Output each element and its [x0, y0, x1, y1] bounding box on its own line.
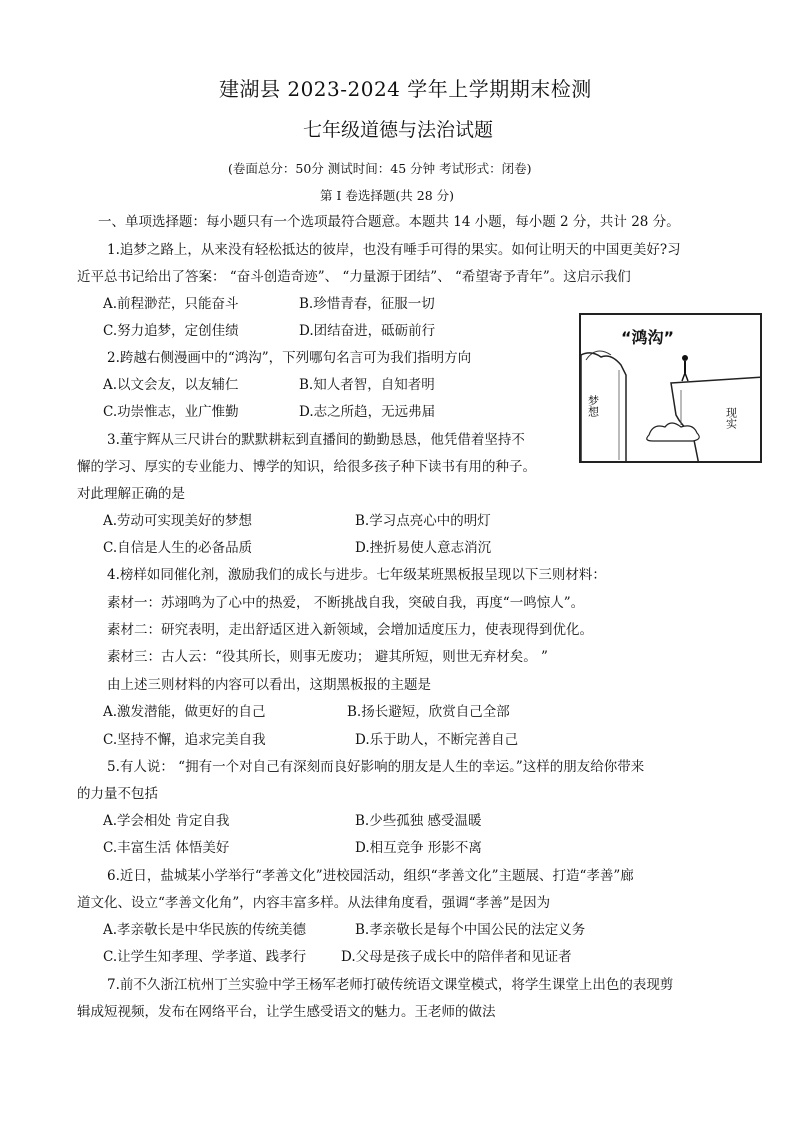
q3-stem-line3: 对此理解正确的是: [77, 486, 185, 502]
q3-stem-line1: 3.董宇辉从三尺讲台的默默耕耘到直播间的勤勤恳恳，他凭借着坚持不: [107, 432, 525, 448]
q5-option-b: B.少些孤独 感受温暖: [355, 813, 482, 829]
q2-option-a: A.以文会友，以友辅仁: [103, 377, 239, 393]
q3-option-d: D.挫折易使人意志消沉: [355, 540, 492, 556]
q4-material-3: 素材三：古人云：“役其所长，则事无废功； 避其所短，则世无弃材矣。 ”: [107, 649, 548, 665]
exam-info: (卷面总分：50分 测试时间：45 分钟 考试形式：闭卷): [228, 161, 532, 176]
q4-option-a: A.激发潜能，做更好的自己: [103, 704, 266, 720]
q5-option-d: D.相互竞争 形影不离: [355, 840, 482, 856]
q3-option-a: A.劳动可实现美好的梦想: [103, 513, 253, 529]
q6-option-c: C.让学生知孝理、学孝道、践孝行: [103, 949, 307, 965]
instruction: 一、单项选择题：每小题只有一个选项最符合题意。本题共 14 小题，每小题 2 分，共计 28 分。: [98, 214, 680, 230]
q6-stem-line1: 6.近日，盐城某小学举行“孝善文化”进校园活动，组织“孝善文化”主题展、打造“孝善”廊: [107, 868, 634, 884]
q6-option-d: D.父母是孩子成长中的陪伴者和见证者: [341, 949, 572, 965]
comic-right-label: 现实: [724, 407, 738, 429]
q3-stem-line2: 懈的学习、厚实的专业能力、博学的知识，给很多孩子种下读书有用的种子。: [77, 459, 536, 475]
section-title: 第 I 卷选择题(共 28 分): [320, 188, 454, 203]
q4-option-d: D.乐于助人，不断完善自己: [355, 732, 519, 748]
q3-option-c: C.自信是人生的必备品质: [103, 540, 253, 556]
q4-stem: 4.榜样如同催化剂，激励我们的成长与进步。七年级某班黑板报呈现以下三则材料：: [107, 567, 606, 583]
q2-option-c: C.功崇惟志，业广惟勤: [103, 404, 239, 420]
q1-option-d: D.团结奋进，砥砺前行: [299, 323, 436, 339]
q5-stem-line1: 5.有人说： “拥有一个对自己有深刻而良好影响的朋友是人生的幸运。”这样的朋友给你带来: [107, 759, 645, 775]
q1-stem-line2: 近平总书记给出了答案： “奋斗创造奇迹”、 “力量源于团结”、 “希望寄予青年”。这启示我们: [77, 269, 631, 285]
comic-chasm-illustration: [579, 313, 762, 463]
q6-stem-line2: 道文化、设立“孝善文化角”，内容丰富多样。从法律角度看，强调“孝善”是因为: [77, 895, 551, 911]
exam-subtitle: 七年级道德与法治试题: [303, 119, 494, 141]
exam-title: 建湖县 2023-2024 学年上学期期末检测: [219, 77, 592, 101]
q4-question: 由上述三则材料的内容可以看出，这期黑板报的主题是: [107, 677, 431, 693]
q6-option-b: B.孝亲敬长是每个中国公民的法定义务: [355, 922, 586, 938]
q6-option-a: A.孝亲敬长是中华民族的传统美德: [103, 922, 307, 938]
q2-option-b: B.知人者智，自知者明: [299, 377, 435, 393]
q7-stem-line2: 辑成短视频，发布在网络平台，让学生感受语文的魅力。王老师的做法: [77, 1004, 496, 1020]
q5-option-c: C.丰富生活 体悟美好: [103, 840, 230, 856]
q7-stem-line1: 7.前不久浙江杭州丁兰实验中学王杨军老师打破传统语文课堂模式，将学生课堂上出色的表现剪: [107, 977, 674, 993]
q3-option-b: B.学习点亮心中的明灯: [355, 513, 491, 529]
comic-title: “鸿沟”: [621, 328, 675, 347]
q5-stem-line2: 的力量不包括: [77, 786, 158, 802]
q2-stem: 2.跨越右侧漫画中的“鸿沟”，下列哪句名言可为我们指明方向: [107, 350, 472, 366]
q1-option-a: A.前程渺茫，只能奋斗: [103, 296, 239, 312]
q1-option-c: C.努力追梦，定创佳绩: [103, 323, 239, 339]
q2-option-d: D.志之所趋，无远弗届: [299, 404, 436, 420]
q4-option-c: C.坚持不懈，追求完美自我: [103, 732, 266, 748]
q4-option-b: B.扬长避短，欣赏自己全部: [347, 704, 510, 720]
q4-material-1: 素材一：苏翊鸣为了心中的热爱， 不断挑战自我，突破自我，再度“一鸣惊人”。: [107, 595, 585, 611]
q4-material-2: 素材二：研究表明，走出舒适区进入新领域，会增加适度压力，使表现得到优化。: [107, 622, 593, 638]
q5-option-a: A.学会相处 肯定自我: [103, 813, 230, 829]
comic-left-label: 梦想: [586, 395, 600, 417]
q1-option-b: B.珍惜青春，征服一切: [299, 296, 435, 312]
q1-stem-line1: 1.追梦之路上，从来没有轻松抵达的彼岸，也没有唾手可得的果实。如何让明天的中国更美好?习: [107, 242, 681, 258]
